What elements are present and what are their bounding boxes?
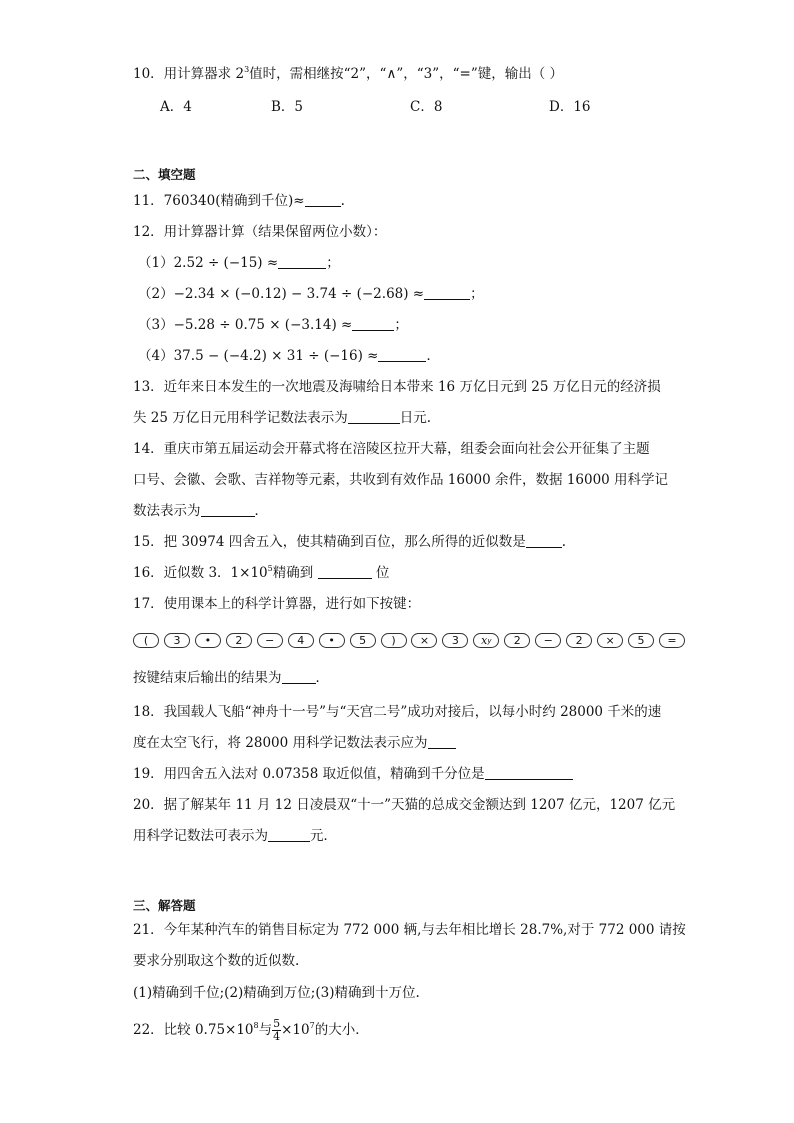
key-multiply[interactable]: ×: [411, 633, 437, 648]
part-number: （2）: [138, 286, 174, 302]
section-title-answer: 三、解答题: [133, 898, 196, 913]
question-16: [133, 563, 389, 583]
answer-blank[interactable]: [526, 533, 562, 548]
q13-text: 失 25 万亿日元用科学记数法表示为: [133, 410, 348, 426]
answer-blank[interactable]: [282, 669, 316, 684]
q16-pre: 16．近似数 3．1×10: [133, 565, 268, 581]
key-minus[interactable]: −: [257, 633, 283, 648]
q10-post: 值时，需相继按“2”，“∧”，“3”，“=”键，输出（ ）: [249, 66, 564, 82]
fraction-numerator: 5: [273, 1017, 281, 1030]
q10-exponent: 3: [244, 65, 250, 74]
q14-tail: ．: [254, 503, 268, 519]
q22-pre: 22．比较 0.75×10: [133, 1022, 254, 1038]
part-tail: ；: [394, 317, 408, 333]
q20-tail: 元．: [310, 828, 337, 844]
question-22: [133, 1016, 369, 1044]
answer-blank[interactable]: [424, 285, 470, 300]
q10-pre: 10．用计算器求 2: [133, 66, 245, 82]
answer-blank[interactable]: [485, 765, 573, 780]
question-17: 17．使用课本上的科学计算器，进行如下按键：: [133, 596, 421, 612]
key-open-paren[interactable]: (: [133, 633, 159, 648]
key-equals[interactable]: =: [659, 633, 685, 648]
answer-blank[interactable]: [348, 409, 400, 424]
key-2[interactable]: 2: [504, 633, 530, 648]
q17-result-line: [133, 668, 329, 688]
question-15: [133, 532, 566, 552]
expression: 2.52 ÷ (−15) ≈: [173, 255, 279, 271]
key-2[interactable]: 2: [566, 633, 592, 648]
key-5[interactable]: 5: [350, 633, 376, 648]
part-tail: ；: [326, 255, 340, 271]
q14-text: 数法表示为: [133, 503, 201, 519]
q19-text: 19．用四舍五入法对 0.07358 取近似值，精确到千分位是: [133, 766, 485, 782]
key-minus[interactable]: −: [535, 633, 561, 648]
key-close-paren[interactable]: ): [381, 633, 407, 648]
expression: −5.28 ÷ 0.75 × (−3.14) ≈: [173, 317, 353, 333]
q16-post: 精确到: [272, 565, 318, 581]
question-10: [133, 64, 563, 84]
q22-exponent-2: 7: [309, 1021, 315, 1030]
part-number: （4）: [138, 348, 174, 364]
answer-blank[interactable]: [428, 734, 456, 749]
q22-post: ×10: [281, 1022, 310, 1038]
q14-line-2: 口号、会徽、会歌、吉祥物等元素，共收到有效作品 16000 余件，数据 16000 用科学记: [133, 472, 669, 488]
answer-blank[interactable]: [378, 347, 426, 362]
q10-option-c[interactable]: C．8: [410, 99, 443, 115]
expression: 37.5 − (−4.2) × 31 ÷ (−16) ≈: [173, 348, 379, 364]
answer-blank[interactable]: [268, 827, 310, 842]
answer-blank[interactable]: [352, 316, 394, 331]
q16-tail: 位: [371, 565, 390, 581]
q13-line-2: [133, 408, 431, 428]
q21-line-2: 要求分别取这个数的近似数.: [133, 953, 300, 969]
q15-text: 15．把 30974 四舍五入，使其精确到百位，那么所得的近似数是: [133, 534, 526, 550]
key-3[interactable]: 3: [164, 633, 190, 648]
answer-blank[interactable]: [305, 192, 341, 207]
fraction: [272, 1018, 281, 1043]
q22-tail: 的大小．: [314, 1022, 369, 1038]
q21-line-3: (1)精确到千位;(2)精确到万位;(3)精确到十万位.: [133, 985, 420, 1001]
answer-blank[interactable]: [318, 564, 372, 579]
q11-tail: .: [340, 193, 345, 209]
q17-tail: ．: [315, 670, 329, 686]
key-decimal-point[interactable]: •: [319, 633, 345, 648]
part-tail: ；: [470, 286, 484, 302]
q14-line-3: [133, 501, 268, 521]
part-number: （3）: [138, 317, 174, 333]
q14-line-1: 14．重庆市第五届运动会开幕式将在涪陵区拉开大幕，组委会面向社会公开征集了主题: [133, 441, 650, 457]
part-tail: ．: [426, 348, 440, 364]
q16-exponent: 5: [267, 564, 273, 573]
expression: −2.34 × (−0.12) − 3.74 ÷ (−2.68) ≈: [173, 286, 425, 302]
q15-tail: .: [561, 534, 567, 550]
key-multiply[interactable]: ×: [597, 633, 623, 648]
answer-blank[interactable]: [278, 254, 326, 269]
q12-part-3: [138, 315, 408, 335]
key-3[interactable]: 3: [442, 633, 468, 648]
question-11: [133, 191, 345, 211]
q17-result-text: 按键结束后输出的结果为: [133, 670, 282, 686]
section-title-fill-in: 二、填空题: [133, 167, 196, 182]
key-5[interactable]: 5: [628, 633, 654, 648]
q11-text: 11．760340(精确到千位)≈: [133, 193, 305, 209]
q20-line-1: 20．据了解某年 11 月 12 日凌晨双“十一”天猫的总成交金额达到 1207 亿元，1207 亿元: [133, 797, 676, 813]
question-19: [133, 764, 573, 784]
q20-line-2: [133, 826, 337, 846]
q10-option-a[interactable]: A．4: [160, 99, 192, 115]
key-4[interactable]: 4: [288, 633, 314, 648]
q13-line-1: 13．近年来日本发生的一次地震及海啸给日本带来 16 万亿日元到 25 万亿日元的经济损: [133, 379, 661, 395]
part-number: （1）: [138, 255, 174, 271]
q18-line-1: 18．我国载人飞船“神舟十一号”与“天宫二号”成功对接后，以每小时约 28000 千米的速: [133, 704, 662, 720]
q12-part-4: [138, 346, 440, 366]
q10-option-b[interactable]: B．5: [271, 99, 304, 115]
answer-blank[interactable]: [201, 502, 255, 517]
q12-part-1: [138, 253, 340, 273]
q13-tail: 日元.: [399, 410, 432, 426]
q10-option-d[interactable]: D．16: [549, 99, 591, 115]
q21-line-1: 21．今年某种汽车的销售目标定为 772 000 辆,与去年相比增长 28.7%,对于 772 000 请按: [133, 922, 686, 938]
key-2[interactable]: 2: [226, 633, 252, 648]
q18-line-2: [133, 733, 456, 753]
key-power[interactable]: x y: [473, 633, 499, 648]
calculator-key-sequence: [133, 631, 685, 651]
q12-part-2: [138, 284, 484, 304]
key-decimal-point[interactable]: •: [195, 633, 221, 648]
q18-text: 度在太空飞行，将 28000 用科学记数法表示应为: [133, 735, 428, 751]
fraction-denominator: 4: [273, 1030, 281, 1043]
q22-mid: 与: [258, 1022, 273, 1038]
q22-exponent-1: 8: [253, 1021, 259, 1030]
q20-text: 用科学记数法可表示为: [133, 828, 268, 844]
question-12: 12．用计算器计算（结果保留两位小数）：: [133, 224, 387, 240]
